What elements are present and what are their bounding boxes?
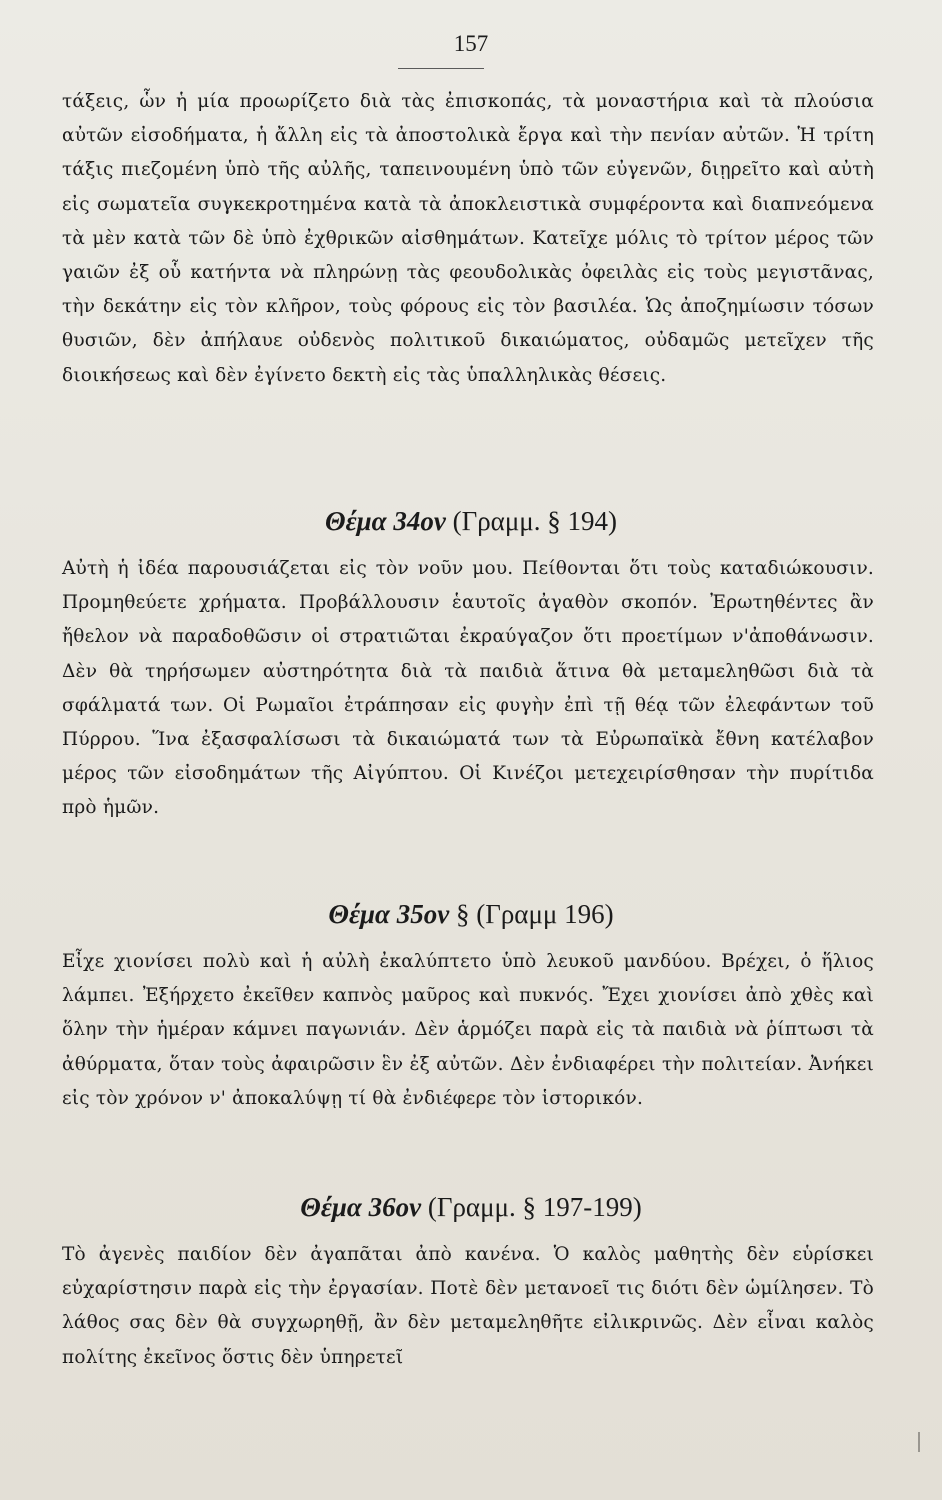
heading-reference: § (Γραμμ 196) (455, 899, 614, 929)
paragraph-intro: τάξεις, ὧν ἡ μία προωρίζετο διὰ τὰς ἐπισκοπάς, τὰ μοναστήρια καὶ τὰ πλούσια αὐτῶν εἰσοδήματα, ἡ ἄλλη εἰς τὰ ἀποστολικὰ ἔργα καὶ τὴν πενίαν αὐτῶν. Ἡ τρίτη τάξις πιεζομένη ὑπὸ τῆς αὐλῆς, ταπεινουμένη ὑπὸ τῶν εὐγενῶν, διῃρεῖτο καὶ αὐτὴ εἰς σωματεῖα συγκεκροτημένα κατὰ τὰ ἀποκλειστικὰ συμφέροντα καὶ διαπνεόμενα τὰ μὲν κατὰ τῶν δὲ ὑπὸ ἐχθρικῶν αἰσθημάτων. Κατεῖχε μόλις τὸ τρίτον μέρος τῶν γαιῶν ἐξ οὗ κατήντα νὰ πληρώνῃ τὰς φεουδολικὰς ὀφειλὰς εἰς τοὺς μεγιστᾶνας, τὴν δεκάτην εἰς τὸν κλῆρον, τοὺς φόρους εἰς τὸν βασιλέα. Ὡς ἀποζημίωσιν τόσων θυσιῶν, δὲν ἀπήλαυε οὐδενὸς πολιτικοῦ δικαιώματος, οὐδαμῶς μετεῖχεν τῆς διοικήσεως καὶ δὲν ἐγίνετο δεκτὴ εἰς τὰς ὑπαλληλικὰς θέσεις. (62, 91, 874, 386)
page-number-rule (398, 68, 484, 69)
page-number: 157 (453, 31, 489, 56)
heading-theme-36 (0, 1192, 942, 1223)
paragraph-theme-34: Αὐτὴ ἡ ἰδέα παρουσιάζεται εἰς τὸν νοῦν μου. Πείθονται ὅτι τοὺς καταδιώκουσιν. Προμηθεύετε χρήματα. Προβάλλουσιν ἑαυτοῖς ἀγαθὸν σκοπόν. Ἐρωτηθέντες ἂν ἤθελον νὰ παραδοθῶσιν οἱ στρατιῶται ἐκραύγαζον ὅτι προετίμων ν'ἀποθάνωσιν. Δὲν θὰ τηρήσωμεν αὐστηρότητα διὰ τὰ παιδιὰ ἅτινα θὰ μεταμεληθῶσι διὰ τὰ σφάλματά των. Οἱ Ρωμαῖοι ἐτράπησαν εἰς φυγὴν ἐπὶ τῇ θέᾳ τῶν ἐλεφάντων τοῦ Πύρρου. Ἵνα ἐξασφαλίσωσι τὰ δικαιώματά των τὰ Εὐρωπαϊκὰ ἔθνη κατέλαβον μέρος τῶν εἰσοδημάτων τῆς Αἰγύπτου. Οἱ Κινέζοι μετεχειρίσθησαν τὴν πυρίτιδα πρὸ ἡμῶν. (62, 558, 874, 819)
heading-theme-35 (0, 899, 942, 930)
heading-title: Θέμα 36ον (300, 1192, 422, 1222)
heading-reference: (Γραμμ. § 194) (452, 506, 618, 536)
paragraph-theme-36: Τὸ ἀγενὲς παιδίον δὲν ἀγαπᾶται ἀπὸ κανένα. Ὁ καλὸς μαθητὴς δὲν εὑρίσκει εὐχαρίστησιν παρὰ εἰς τὴν ἐργασίαν. Ποτὲ δὲν μετανοεῖ τις διότι δὲν ὡμίλησεν. Τὸ λάθος σας δὲν θὰ συγχωρηθῇ, ἂν δὲν μεταμεληθῆτε εἰλικρινῶς. Δὲν εἶναι καλὸς πολίτης ἐκεῖνος ὅστις δὲν ὑπηρετεῖ (62, 1244, 874, 1368)
heading-title: Θέμα 35ον (328, 899, 450, 929)
paper-mark (918, 1432, 920, 1452)
paragraph-theme-35: Εἶχε χιονίσει πολὺ καὶ ἡ αὐλὴ ἐκαλύπτετο ὑπὸ λευκοῦ μανδύου. Βρέχει, ὁ ἥλιος λάμπει. Ἐξήρχετο ἐκεῖθεν καπνὸς μαῦρος καὶ πυκνός. Ἔχει χιονίσει ἀπὸ χθὲς καὶ ὅλην τὴν ἡμέραν κάμνει παγωνιάν. Δὲν ἁρμόζει παρὰ εἰς τὰ παιδιὰ νὰ ῥίπτωσι τὰ ἀθύρματα, ὅταν τοὺς ἀφαιρῶσιν ἓν ἐξ αὐτῶν. Δὲν ἐνδιαφέρει τὴν πολιτείαν. Ἀνήκει εἰς τὸν χρόνον ν' ἀποκαλύψῃ τί θὰ ἐνδιέφερε τὸν ἱστορικόν. (62, 951, 874, 1109)
heading-title: Θέμα 34ον (324, 506, 446, 536)
heading-theme-34 (0, 506, 942, 537)
heading-reference: (Γραμμ. § 197-199) (427, 1192, 642, 1222)
